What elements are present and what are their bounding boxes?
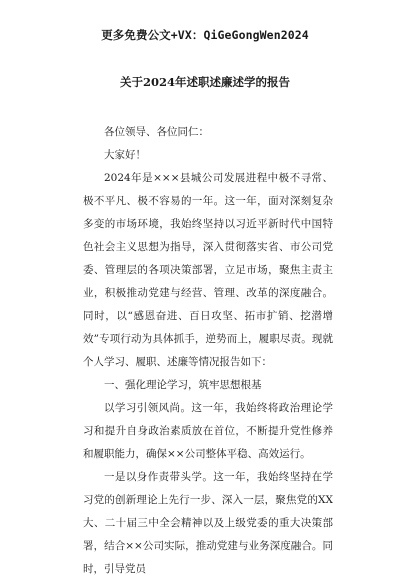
intro-paragraph: 2024年是×××县城公司发展进程中极不寻常、极不平凡、极不容易的一年。这一年，面对深刻复杂多变的市场环境，我始终坚持以习近平新时代中国特色社会主义思想为指导，深入贯彻落实省、市公司党委、管理层的各项决策部署，立足市场，聚焦主责主业，积极推动党建与经营、管理、改革的深度融合。同时，以“感恩奋进、百日攻坚、拓市扩销、挖潜增效”专项行动为具体抓手，逆势而上，履职尽责。现就个人学习、履职、述廉等情况报告如下：: [83, 172, 333, 368]
promo-header-line: 更多免费公文+VX：QiGeGongWen2024: [101, 28, 309, 42]
document-body: [83, 121, 333, 581]
section-paragraph: 以学习引领风尚。这一年，我始终将政治理论学习和提升自身政治素质放在首位，不断提升党性修养和履职能力，确保××公司整体平稳、高效运行。: [83, 402, 333, 460]
section-paragraph: 一是以身作责带头学。这一年，我始终坚持在学习党的创新理论上先行一步、深入一层，聚焦党的XX大、二十届三中全会精神以及上级党委的重大决策部署，结合××公司实际，推动党建与业务深度融合。同时，引导党员: [83, 471, 333, 575]
section-heading: 一、强化理论学习，筑牢思想根基: [104, 379, 262, 391]
salutation: 各位领导、各位同仁：: [104, 126, 209, 138]
greeting: 大家好！: [104, 149, 146, 161]
document-title: 关于2024年述职述廉述学的报告: [119, 75, 290, 89]
